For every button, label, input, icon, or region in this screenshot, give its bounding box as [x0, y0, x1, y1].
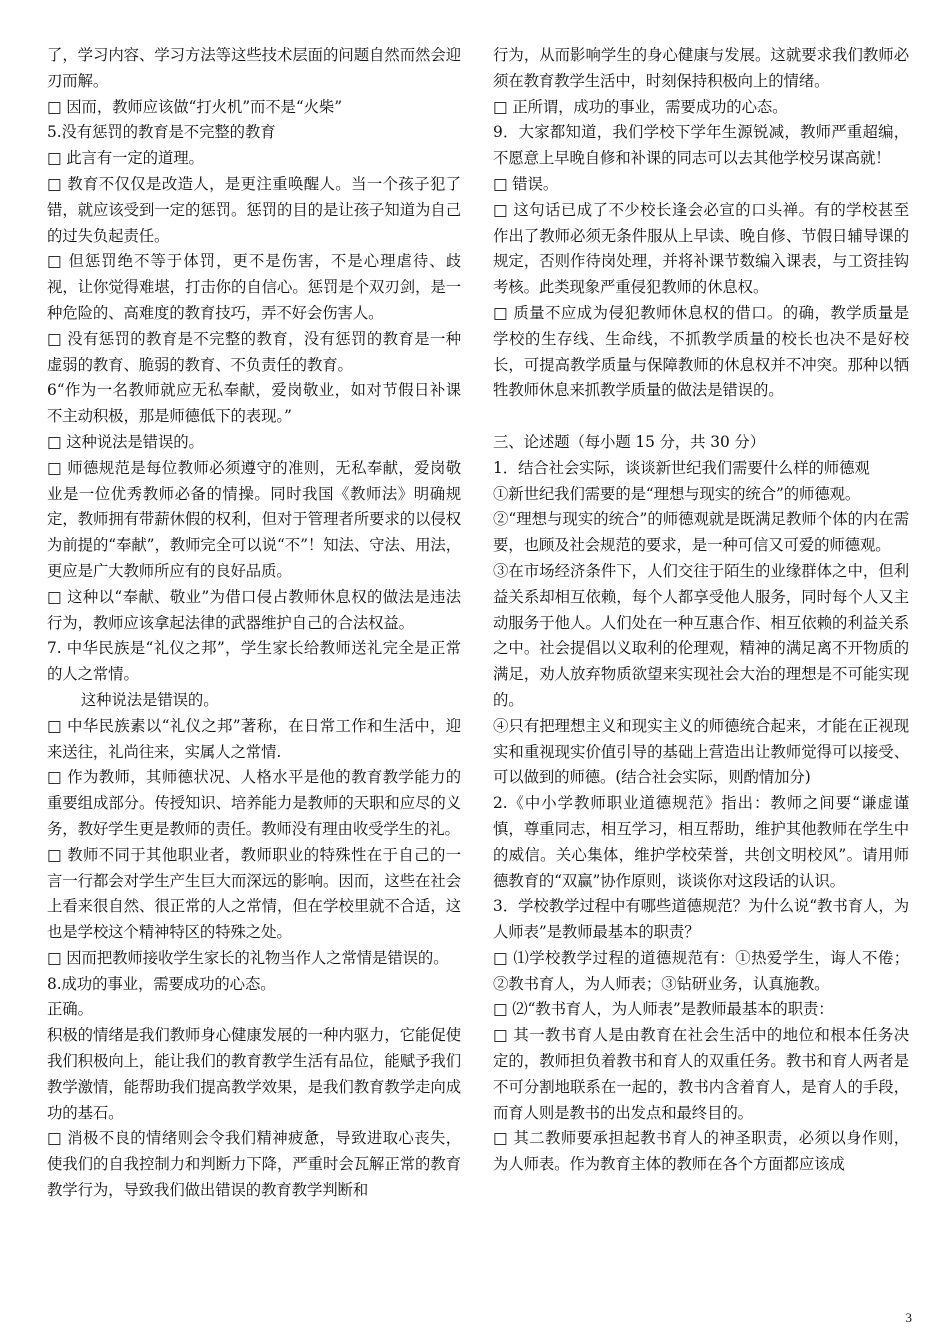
paragraph: 正确。: [47, 1000, 93, 1019]
paragraph: □ 教育不仅仅是改造人，是更注重唤醒人。当一个孩子犯了错，就应该受到一定的惩罚。惩罚的目的是让孩子知道为自己的过失负起责任。: [47, 174, 461, 245]
paragraph: □ 因而把教师接收学生家长的礼物当作人之常情是错误的。: [47, 948, 449, 967]
paragraph: □ 正所谓，成功的事业，需要成功的心态。: [493, 97, 788, 116]
question-heading: 9．大家都知道，我们学校下学年生源锐减，教师严重超编，不愿意上早晚自修和补课的同志可以去其他学校另谋高就！: [493, 123, 909, 168]
question-heading: 3．学校教学过程中有哪些道德规范？为什么说“教书育人，为人师表”是教师最基本的职责？: [493, 897, 909, 942]
paragraph: 了，学习内容、学习方法等这些技术层面的问题自然而然会迎刃而解。: [47, 46, 461, 90]
paragraph: 这种说法是错误的。: [80, 690, 219, 709]
question-heading: 2.《中小学教师职业道德规范》指出：教师之间要“谦虚谨慎，尊重同志，相互学习，相互帮助，维护其他教师在学生中的威信。关心集体，维护学校荣誉，共创文明校风”。请用师德教育的“双赢”协作原则，谈谈你对这段话的认识。: [493, 794, 909, 890]
paragraph: □ ⑵“教书育人，为人师表”是教师最基本的职责：: [493, 1000, 834, 1019]
paragraph: □ 这句话已成了不少校长逢会必宣的口头禅。有的学校甚至作出了教师必须无条件服从上早读、晚自修、节假日辅导课的规定，否则作待岗处理，并将补课节数编入课表，与工资挂钩考核。此类现象严重侵犯教师的休息权。: [493, 200, 909, 297]
paragraph: □ ⑴学校教学过程的道德规范有：①热爱学生，诲人不倦；②教书育人，为人师表；③钻研业务，认真施教。: [493, 948, 909, 993]
paragraph: □ 没有惩罚的教育是不完整的教育，没有惩罚的教育是一种虚弱的教育、脆弱的教育、不负责任的教育。: [47, 329, 461, 374]
paragraph: □ 作为教师，其师德状况、人格水平是他的教育教学能力的重要组成部分。传授知识、培养能力是教师的天职和应尽的义务，教好学生更是教师的责任。教师没有理由收受学生的礼。: [47, 768, 461, 838]
right-column: [493, 43, 909, 1178]
page-number: 3: [905, 1310, 912, 1325]
paragraph: ②“理想与现实的统合”的师德观就是既满足教师个体的内在需要，也顾及社会规范的要求，是一种可信又可爱的师德观。: [493, 510, 909, 555]
paragraph: □ 此言有一定的道理。: [47, 149, 204, 168]
paragraph: □ 消极不良的情绪则会令我们精神疲惫，导致进取心丧失，使我们的自我控制力和判断力下降，严重时会瓦解正常的教育教学行为，导致我们做出错误的教育教学判断和: [47, 1129, 461, 1200]
paragraph: □ 这种以“奉献、敬业”为借口侵占教师休息权的做法是违法行为，教师应该拿起法律的武器维护自己的合法权益。: [47, 587, 461, 632]
question-heading: 7. 中华民族是“礼仪之邦”，学生家长给教师送礼完全是正常的人之常情。: [47, 639, 461, 684]
paragraph: □ 其一教书育人是由教育在社会生活中的地位和根本任务决定的，教师担负着教书和育人的双重任务。教书和育人两者是不可分割地联系在一起的，教书内含着育人，是育人的手段，而育人则是教书的出发点和最终目的。: [493, 1026, 909, 1122]
paragraph: □ 这种说法是错误的。: [47, 432, 204, 451]
section-heading: 三、论述题（每小题 15 分，共 30 分）: [493, 432, 766, 451]
paragraph: □ 师德规范是每位教师必须遵守的准则，无私奉献，爱岗敬业是一位优秀教师必备的情操。同时我国《教师法》明确规定，教师拥有带薪休假的权利，但对于管理者所要求的以侵权为前提的“奉献”，教师完全可以说“不”！知法、守法、用法，更应是广大教师所应有的良好品质。: [47, 458, 461, 580]
question-heading: 1．结合社会实际，谈谈新世纪我们需要什么样的师德观: [493, 458, 870, 477]
question-heading: 6“作为一名教师就应无私奉献，爱岗敬业，如对节假日补课不主动积极，那是师德低下的表现。”: [47, 381, 461, 426]
paragraph: □ 中华民族素以“礼仪之邦”著称，在日常工作和生活中，迎来送往，礼尚往来，实属人之常情.: [47, 716, 461, 761]
question-heading: 5.没有惩罚的教育是不完整的教育: [47, 123, 276, 142]
left-column: [47, 43, 461, 1204]
paragraph: □ 教师不同于其他职业者，教师职业的特殊性在于自己的一言一行都会对学生产生巨大而深远的影响。因而，这些在社会上看来很自然、很正常的人之常情，但在学校里就不合适，这也是学校这个精神特区的特殊之处。: [47, 845, 461, 942]
paragraph: ④只有把理想主义和现实主义的师德统合起来，才能在正视现实和重视现实价值引导的基础上营造出让教师觉得可以接受、可以做到的师德。(结合社会实际，则酌情加分): [493, 716, 909, 787]
paragraph: □ 因而，教师应该做“打火机”而不是“火柴”: [47, 97, 342, 116]
paragraph: □ 其二教师要承担起教书育人的神圣职责，必须以身作则，为人师表。作为教育主体的教师在各个方面都应该成: [493, 1129, 909, 1174]
paragraph: □ 但惩罚绝不等于体罚，更不是伤害，不是心理虐待、歧视，让你觉得难堪，打击你的自信心。惩罚是个双刃剑，是一种危险的、高难度的教育技巧，弄不好会伤害人。: [47, 252, 461, 322]
paragraph: 行为，从而影响学生的身心健康与发展。这就要求我们教师必须在教育教学生活中，时刻保持积极向上的情绪。: [493, 46, 909, 90]
paragraph: □ 错误。: [493, 174, 559, 193]
paragraph: □ 质量不应成为侵犯教师休息权的借口。的确，教学质量是学校的生存线、生命线，不抓教学质量的校长也决不是好校长，可提高教学质量与保障教师的休息权并不冲突。那种以牺牲教师休息来抓教学质量的做法是错误的。: [493, 303, 909, 400]
paragraph: 积极的情绪是我们教师身心健康发展的一种内驱力，它能促使我们积极向上，能让我们的教育教学生活有品位，能赋予我们教学激情，能帮助我们提高教学效果，是我们教育教学走向成功的基石。: [47, 1026, 461, 1122]
paragraph: ③在市场经济条件下，人们交往于陌生的业缘群体之中，但利益关系却相互依赖，每个人都享受他人服务，同时每个人又主动服务于他人。人们处在一种互惠合作、相互依赖的利益关系之中。社会提倡以义取利的伦理观，精神的满足离不开物质的满足，劝人放弃物质欲望来实现社会大治的理想是不可能实现的。: [493, 561, 909, 709]
blank-line: [493, 404, 909, 430]
paragraph: ①新世纪我们需要的是“理想与现实的统合”的师德观。: [493, 484, 861, 503]
question-heading: 8.成功的事业，需要成功的心态。: [47, 974, 276, 993]
